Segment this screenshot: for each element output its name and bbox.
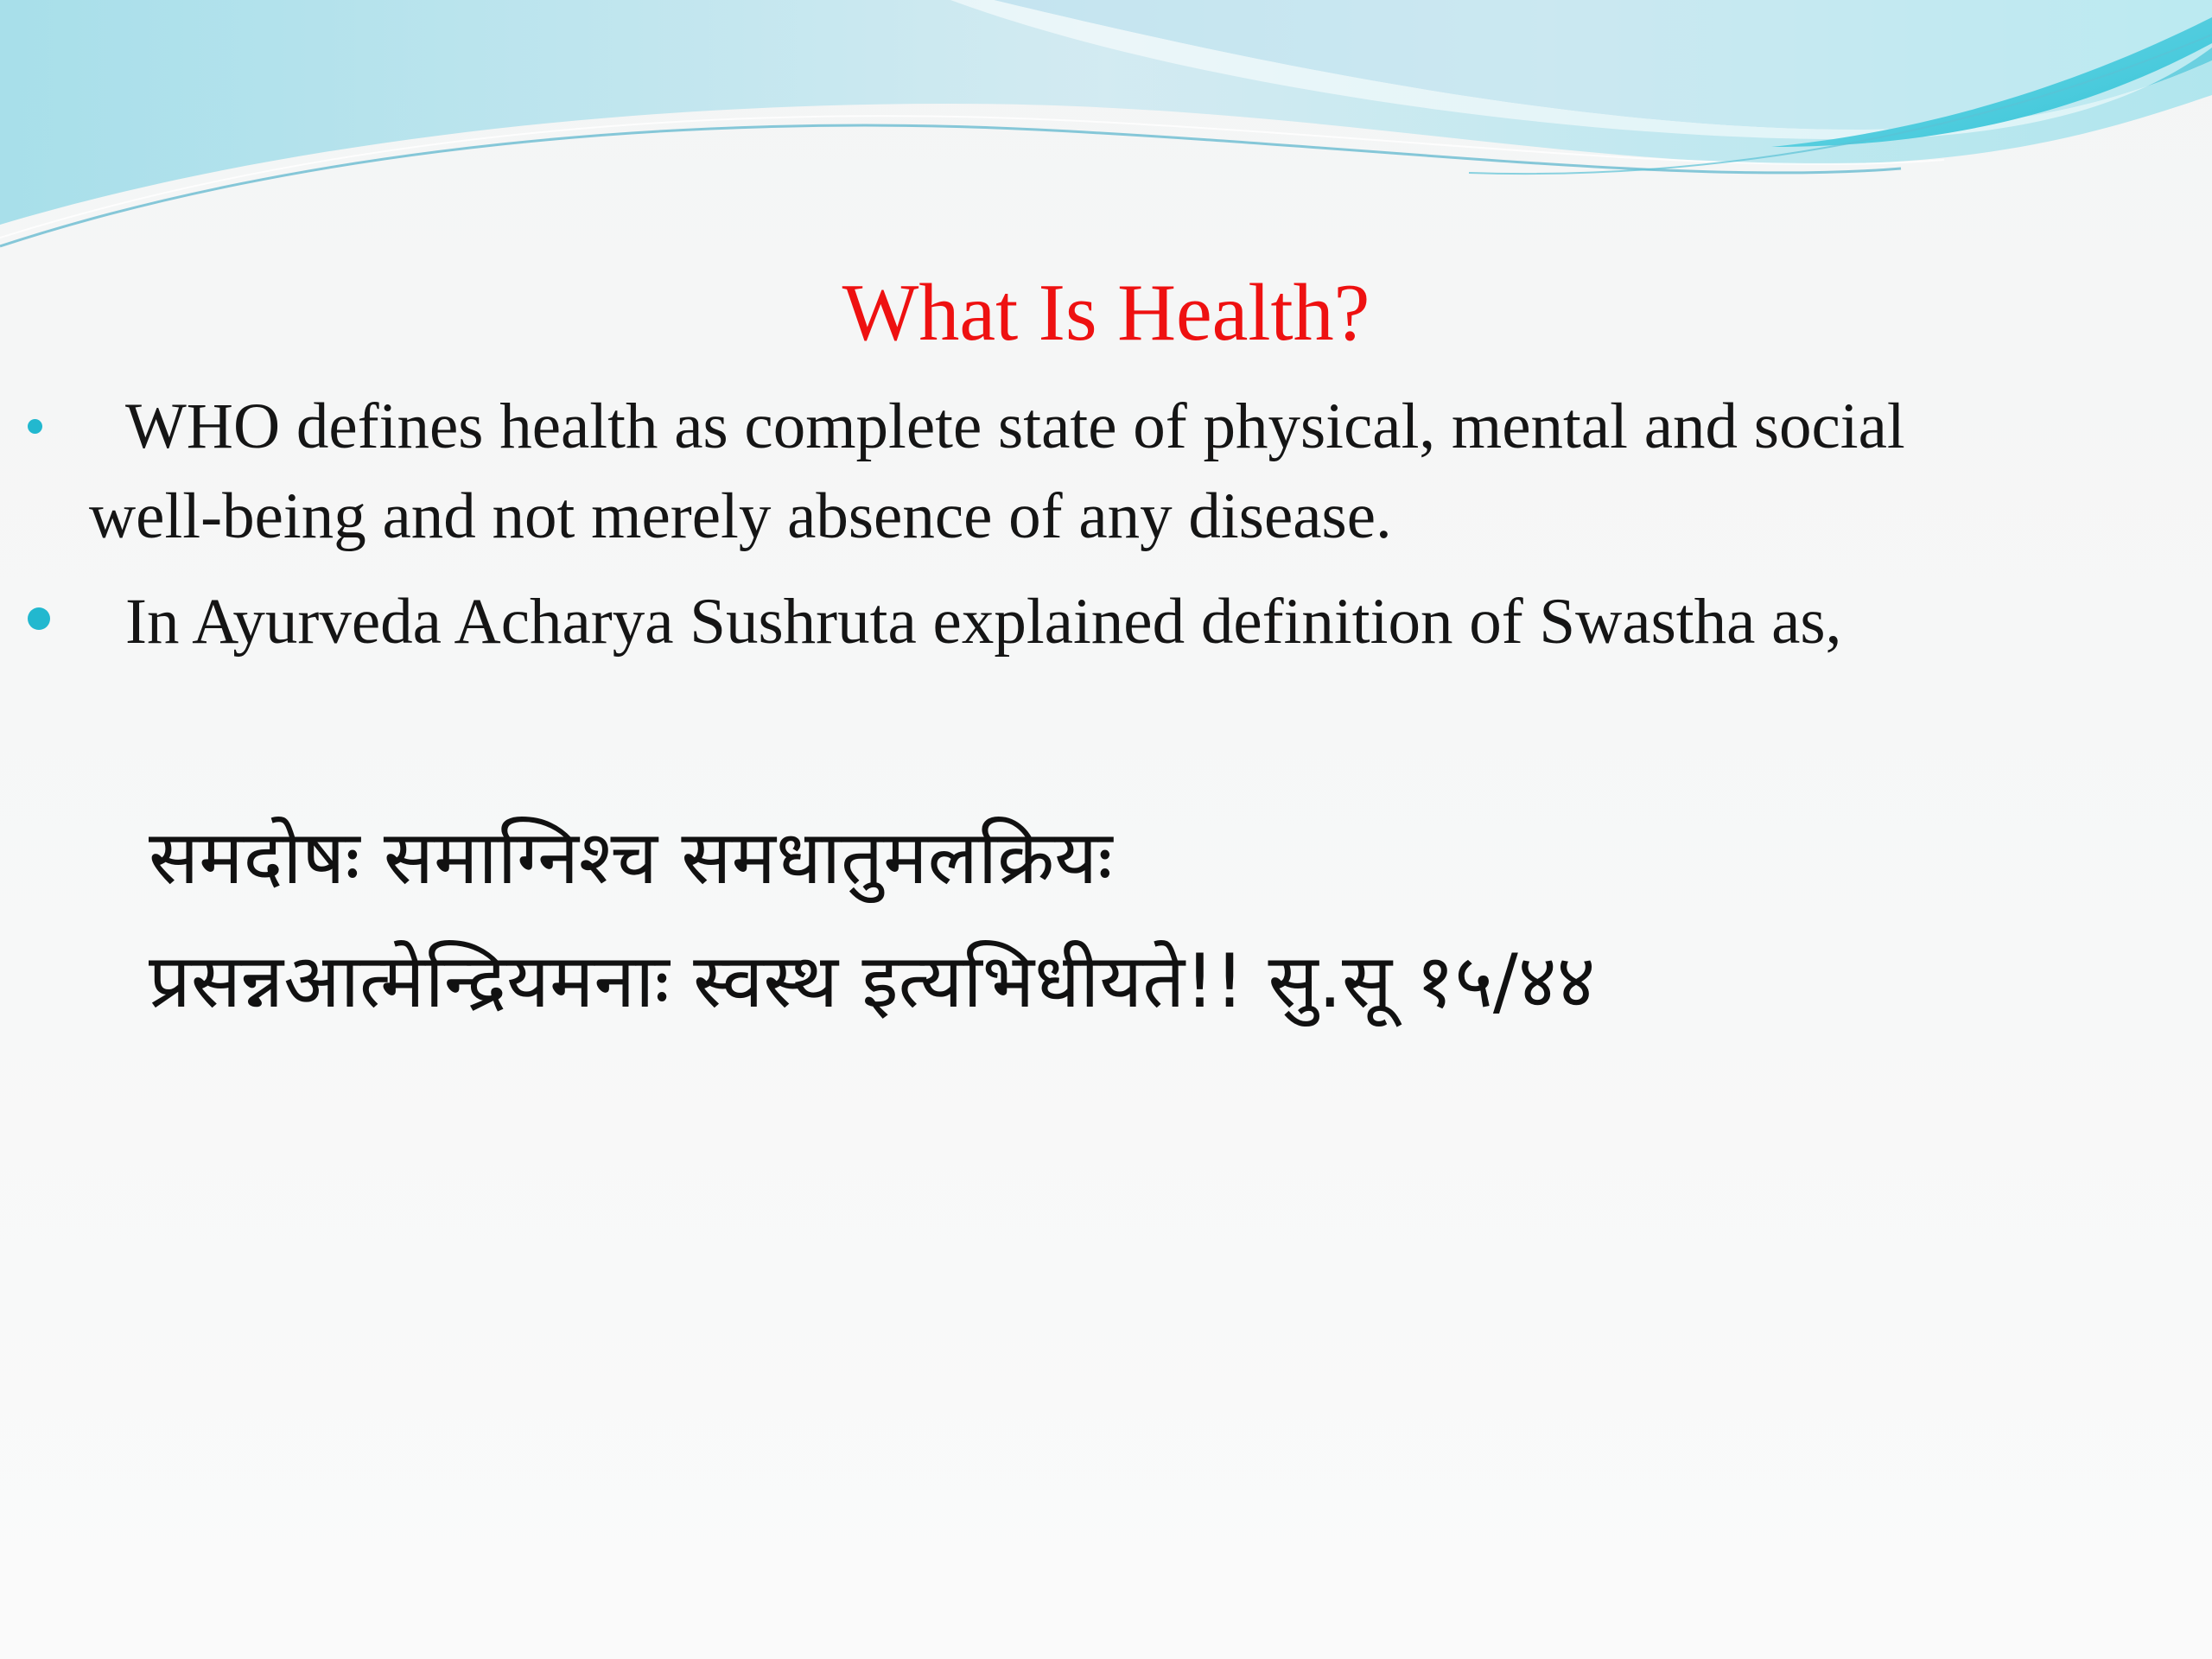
slide-title: What Is Health? [842, 268, 1370, 358]
bullet-ayurveda-definition: In Ayurveda Acharya Sushruta explained definition of Swastha as, [125, 586, 1842, 658]
bullet-text-line: well-being and not merely absence of any disease. [89, 480, 1392, 552]
sanskrit-verse-line: प्रसन्नआत्मेन्द्रियमनाः स्वस्थ इत्यभिधीयते!! सु.सू १५/४४ [149, 938, 1596, 1025]
bullet-who-definition [89, 382, 2163, 562]
header-wave-decoration [0, 0, 2212, 276]
bullet-dot-icon [28, 419, 42, 434]
bullet-text-line: WHO defines health as complete state of physical, mental and social [125, 391, 1905, 462]
sanskrit-verse-line: समदोषः समाग्निश्च समधातुमलक्रियः [149, 815, 1113, 901]
bullet-dot-icon [28, 607, 50, 630]
